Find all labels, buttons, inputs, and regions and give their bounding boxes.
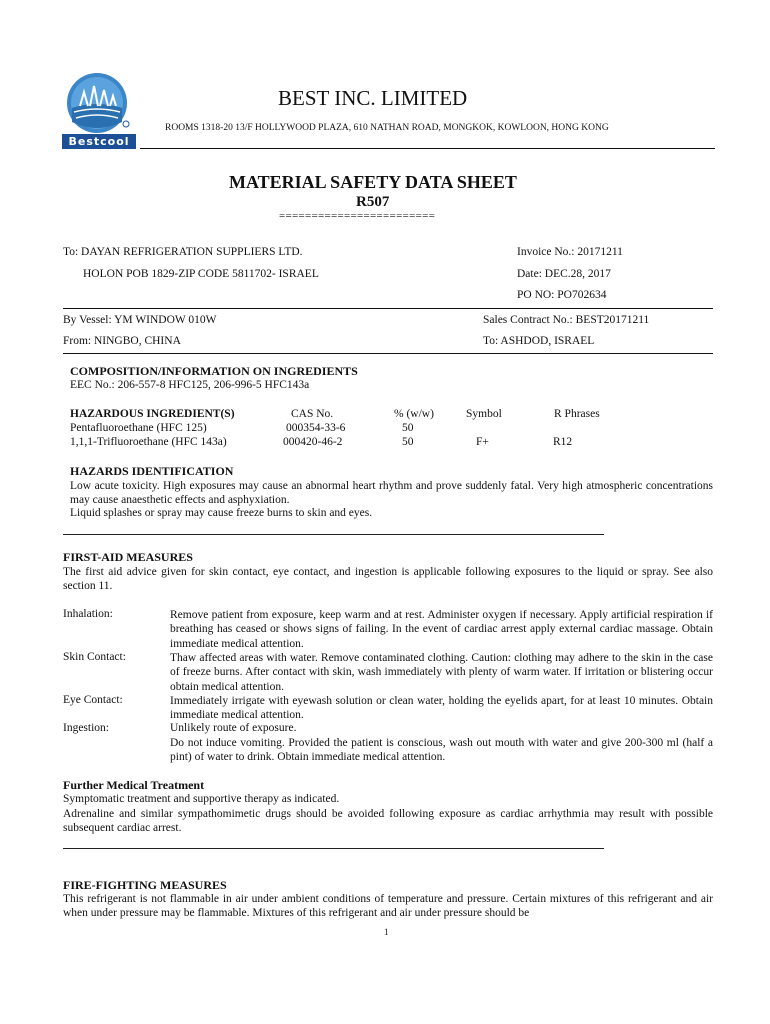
ingredient-name: 1,1,1-Trifluoroethane (HFC 143a) — [70, 436, 227, 448]
company-address: ROOMS 1318-20 13/F HOLLYWOOD PLAZA, 610 NATHAN ROAD, MONGKOK, KOWLOON, HONG KONG — [165, 123, 609, 133]
fire-fighting-text: This refrigerant is not flammable in air under ambient conditions of temperature and pressure. Certain mixtures of this refrigerant and air when under pressure may be flammable. Mixtures of this refrigerant and air under pressure should be — [63, 893, 713, 919]
percent: 50 — [402, 422, 414, 434]
col-header-percent: % (w/w) — [394, 408, 434, 420]
header-rule — [140, 148, 715, 149]
first-aid-text-eye: Immediately irrigate with eyewash solution or clean water, holding the eyelids apart, for at least 10 minutes. Obtain immediate medical attention. — [170, 695, 713, 722]
doc-title: MATERIAL SAFETY DATA SHEET — [229, 172, 517, 192]
globe-logo-icon — [66, 72, 132, 136]
ship-to: To: DAYAN REFRIGERATION SUPPLIERS LTD. — [63, 246, 303, 258]
further-treatment-line-2: Adrenaline and similar sympathomimetic drugs should be avoided following exposure as cardiac arrhythmia may result with possible subsequent cardiac arrest. — [63, 808, 713, 834]
cas-number: 000420-46-2 — [283, 436, 343, 448]
from-port: From: NINGBO, CHINA — [63, 335, 181, 347]
logo-text: Bestcool — [68, 135, 130, 148]
first-aid-label-skin: Skin Contact: — [63, 651, 126, 663]
vessel: By Vessel: YM WINDOW 010W — [63, 314, 217, 326]
page-number: 1 — [384, 927, 389, 937]
r-phrase: R12 — [553, 436, 573, 448]
first-aid-label-eye: Eye Contact: — [63, 694, 123, 706]
first-aid-text-skin: Thaw affected areas with water. Remove contaminated clothing. Caution: clothing may adhere to the skin in the case of freeze burns. After contact with skin, wash immediately with plenty of warm water. If irritation or blistering occur obtain medical attention. — [170, 652, 713, 693]
po-number: PO NO: PO702634 — [517, 289, 607, 301]
further-treatment-line-1: Symptomatic treatment and supportive therapy as indicated. — [63, 793, 340, 805]
first-aid-intro: The first aid advice given for skin contact, eye contact, and ingestion is applicable following exposures to the liquid or spray. See also section 11. — [63, 566, 713, 592]
invoice-no: Invoice No.: 20171211 — [517, 246, 623, 258]
first-aid-text-ingestion: Unlikely route of exposure. — [170, 722, 297, 734]
first-aid-label-ingestion: Ingestion: — [63, 722, 109, 734]
col-header-symbol: Symbol — [466, 408, 502, 420]
hazards-heading: HAZARDS IDENTIFICATION — [70, 464, 234, 478]
company-logo — [62, 72, 138, 150]
col-header-cas: CAS No. — [291, 408, 334, 420]
logo-wordmark — [62, 134, 136, 149]
shipping-rule-2 — [63, 353, 713, 354]
doc-subtitle: R507 — [356, 194, 390, 210]
cas-number: 000354-33-6 — [286, 422, 346, 434]
first-aid-text-inhalation: Remove patient from exposure, keep warm and at rest. Administer oxygen if necessary. Apply artificial respiration if breathing has ceased or shows signs of failing. In the event of cardiac arrest apply external cardiac massage. Obtain immediate medical attention. — [170, 609, 713, 650]
symbol: F+ — [476, 436, 489, 448]
invoice-date: Date: DEC.28, 2017 — [517, 268, 611, 280]
ingredient-name: Pentafluoroethane (HFC 125) — [70, 422, 207, 434]
section-divider — [63, 848, 604, 849]
hazards-text-2: Liquid splashes or spray may cause freeze burns to skin and eyes. — [70, 507, 373, 519]
col-header-rphrases: R Phrases — [554, 408, 600, 420]
further-treatment-heading: Further Medical Treatment — [63, 778, 205, 792]
sales-contract: Sales Contract No.: BEST20171211 — [483, 314, 650, 326]
first-aid-text-ingestion-2: Do not induce vomiting. Provided the patient is conscious, wash out mouth with water and give 200-300 ml (half a pint) of water to drink. Obtain immediate medical attention. — [170, 737, 713, 764]
composition-heading: COMPOSITION/INFORMATION ON INGREDIENTS — [70, 364, 358, 378]
company-name: BEST INC. LIMITED — [278, 86, 468, 110]
first-aid-label-inhalation: Inhalation: — [63, 608, 113, 620]
ship-address: HOLON POB 1829-ZIP CODE 5811702- ISRAEL — [83, 268, 319, 280]
shipping-rule-1 — [63, 308, 713, 309]
fire-fighting-heading: FIRE-FIGHTING MEASURES — [63, 878, 227, 892]
title-underline: ======================== — [279, 210, 436, 222]
eec-numbers: EEC No.: 206-557-8 HFC125, 206-996-5 HFC143a — [70, 379, 310, 391]
to-port: To: ASHDOD, ISRAEL — [483, 335, 595, 347]
hazards-text: Low acute toxicity. High exposures may cause an abnormal heart rhythm and prove suddenly fatal. Very high atmospheric concentrations may cause anaesthetic effects and asphyxiation. — [70, 480, 713, 506]
percent: 50 — [402, 436, 414, 448]
col-header-ingredient: HAZARDOUS INGREDIENT(S) — [70, 408, 235, 420]
first-aid-heading: FIRST-AID MEASURES — [63, 550, 193, 564]
section-divider — [63, 534, 604, 535]
